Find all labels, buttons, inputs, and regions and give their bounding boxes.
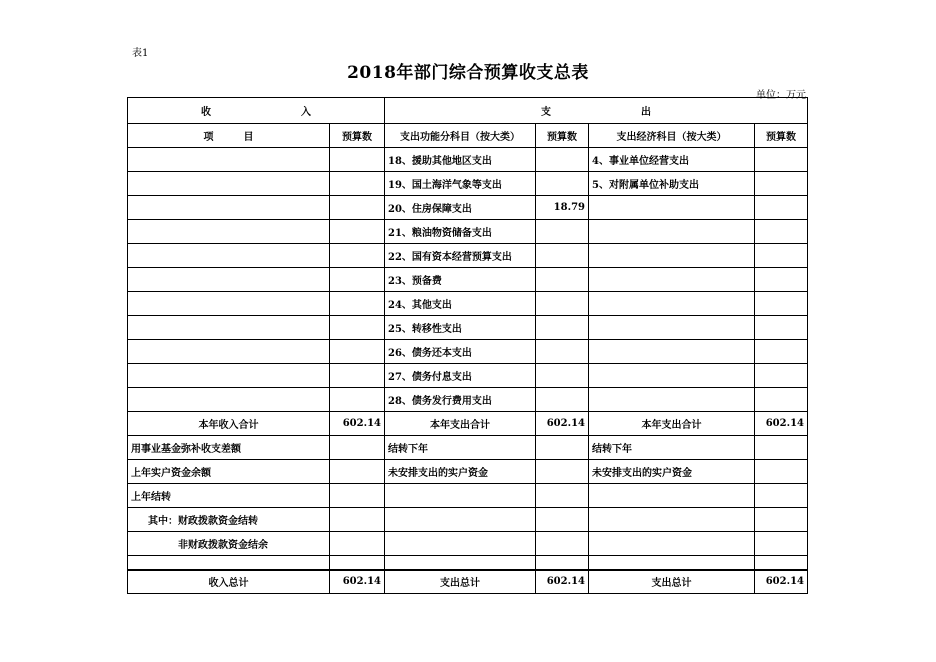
econ-budget-column-header: 预算数 (755, 124, 808, 148)
econ-subtotal-value: 602.14 (755, 412, 808, 436)
income-value (330, 292, 385, 316)
income-value (330, 220, 385, 244)
income-value (330, 388, 385, 412)
income-subtotal-label: 本年收入合计 (128, 412, 330, 436)
table-row (128, 196, 808, 220)
econ-item (589, 364, 755, 388)
income-item (128, 220, 330, 244)
func-item: 23、预备费 (385, 268, 536, 292)
table-row (128, 532, 808, 556)
econ-value (755, 316, 808, 340)
econ-value (755, 220, 808, 244)
func-value (536, 220, 589, 244)
blank-cell (536, 556, 589, 570)
item-column-header: 项 目 (128, 124, 330, 148)
econ-item (589, 196, 755, 220)
econ-value (755, 436, 808, 460)
func-item: 24、其他支出 (385, 292, 536, 316)
func-subject-column-header: 支出功能分科目（按大类） (385, 124, 536, 148)
income-value (330, 364, 385, 388)
blank-row (128, 556, 808, 570)
func-total-label: 支出总计 (385, 570, 536, 594)
table-row (128, 172, 808, 196)
unit-label: 单位：万元 (756, 90, 806, 101)
econ-value (755, 148, 808, 172)
econ-value (755, 244, 808, 268)
func-item: 20、住房保障支出 (385, 196, 536, 220)
func-item: 27、债务付息支出 (385, 364, 536, 388)
econ-value (755, 268, 808, 292)
income-item: 其中：财政拨款资金结转 (128, 508, 330, 532)
func-value (536, 340, 589, 364)
income-value (330, 268, 385, 292)
income-item (128, 172, 330, 196)
econ-item: 结转下年 (589, 436, 755, 460)
func-item: 未安排支出的实户资金 (385, 460, 536, 484)
table-number: 表1 (132, 48, 149, 59)
econ-value (755, 388, 808, 412)
econ-value (755, 172, 808, 196)
econ-item (589, 244, 755, 268)
income-item: 非财政拨款资金结余 (128, 532, 330, 556)
table-row (128, 508, 808, 532)
func-value: 18.79 (536, 196, 589, 220)
table-row (128, 460, 808, 484)
income-item (128, 316, 330, 340)
func-value (536, 148, 589, 172)
func-value (536, 508, 589, 532)
income-value (330, 340, 385, 364)
econ-item (589, 220, 755, 244)
income-budget-column-header: 预算数 (330, 124, 385, 148)
func-item: 22、国有资本经营预算支出 (385, 244, 536, 268)
income-total-value: 602.14 (330, 570, 385, 594)
income-value (330, 148, 385, 172)
income-value (330, 436, 385, 460)
table-row (128, 364, 808, 388)
econ-value (755, 364, 808, 388)
income-value (330, 316, 385, 340)
func-item: 结转下年 (385, 436, 536, 460)
header-row-1 (128, 98, 808, 124)
econ-item (589, 316, 755, 340)
income-value (330, 532, 385, 556)
blank-cell (128, 556, 330, 570)
econ-item (589, 388, 755, 412)
func-value (536, 172, 589, 196)
func-value (536, 316, 589, 340)
econ-total-value: 602.14 (755, 570, 808, 594)
func-item: 26、债务还本支出 (385, 340, 536, 364)
income-item (128, 292, 330, 316)
income-value (330, 508, 385, 532)
income-value (330, 172, 385, 196)
func-value (536, 532, 589, 556)
econ-value (755, 460, 808, 484)
income-item (128, 364, 330, 388)
econ-item (589, 484, 755, 508)
econ-item (589, 340, 755, 364)
econ-item: 未安排支出的实户资金 (589, 460, 755, 484)
func-item: 25、转移性支出 (385, 316, 536, 340)
func-value (536, 268, 589, 292)
econ-item (589, 292, 755, 316)
blank-cell (755, 556, 808, 570)
func-value (536, 388, 589, 412)
income-total-label: 收入总计 (128, 570, 330, 594)
econ-subject-column-header: 支出经济科目（按大类） (589, 124, 755, 148)
func-item: 19、国土海洋气象等支出 (385, 172, 536, 196)
header-row-2 (128, 124, 808, 148)
func-value (536, 436, 589, 460)
income-value (330, 484, 385, 508)
expense-header: 支 出 (385, 98, 808, 124)
econ-value (755, 484, 808, 508)
page-title: 2018年部门综合预算收支总表 (347, 63, 589, 83)
table-row (128, 220, 808, 244)
income-item (128, 244, 330, 268)
econ-item (589, 508, 755, 532)
econ-value (755, 340, 808, 364)
income-item: 用事业基金弥补收支差额 (128, 436, 330, 460)
table-row (128, 244, 808, 268)
econ-value (755, 292, 808, 316)
table-row (128, 292, 808, 316)
func-item (385, 484, 536, 508)
income-item (128, 196, 330, 220)
income-value (330, 196, 385, 220)
econ-item: 5、对附属单位补助支出 (589, 172, 755, 196)
total-row (128, 570, 808, 594)
func-value (536, 364, 589, 388)
table-row (128, 436, 808, 460)
econ-total-label: 支出总计 (589, 570, 755, 594)
func-subtotal-value: 602.14 (536, 412, 589, 436)
income-subtotal-value: 602.14 (330, 412, 385, 436)
func-total-value: 602.14 (536, 570, 589, 594)
income-header: 收 入 (128, 98, 385, 124)
table-row (128, 316, 808, 340)
income-item (128, 148, 330, 172)
income-item (128, 340, 330, 364)
income-item (128, 388, 330, 412)
func-item (385, 532, 536, 556)
func-value (536, 244, 589, 268)
econ-value (755, 508, 808, 532)
income-value (330, 244, 385, 268)
table-row (128, 388, 808, 412)
budget-table (127, 97, 808, 594)
table-row (128, 484, 808, 508)
subtotal-row (128, 412, 808, 436)
func-value (536, 484, 589, 508)
func-item: 21、粮油物资储备支出 (385, 220, 536, 244)
table-row (128, 268, 808, 292)
func-item: 18、援助其他地区支出 (385, 148, 536, 172)
blank-cell (385, 556, 536, 570)
econ-item (589, 532, 755, 556)
econ-value (755, 196, 808, 220)
blank-cell (330, 556, 385, 570)
func-item: 28、债务发行费用支出 (385, 388, 536, 412)
econ-item: 4、事业单位经营支出 (589, 148, 755, 172)
econ-subtotal-label: 本年支出合计 (589, 412, 755, 436)
income-item (128, 268, 330, 292)
func-subtotal-label: 本年支出合计 (385, 412, 536, 436)
blank-cell (589, 556, 755, 570)
table-row (128, 148, 808, 172)
func-value (536, 292, 589, 316)
income-item: 上年结转 (128, 484, 330, 508)
econ-value (755, 532, 808, 556)
func-value (536, 460, 589, 484)
func-budget-column-header: 预算数 (536, 124, 589, 148)
income-value (330, 460, 385, 484)
income-item: 上年实户资金余额 (128, 460, 330, 484)
table-row (128, 340, 808, 364)
econ-item (589, 268, 755, 292)
func-item (385, 508, 536, 532)
